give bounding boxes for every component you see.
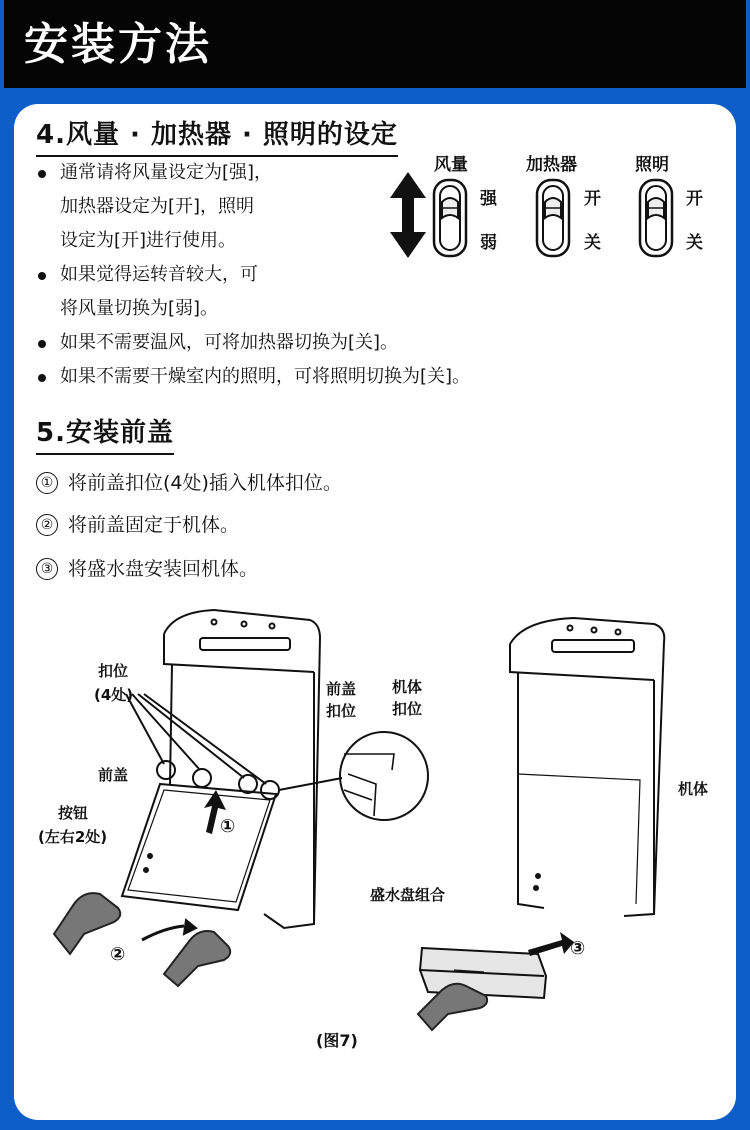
- bullet-line: 设定为[开]进行使用。: [60, 230, 237, 251]
- bullet-item: [36, 326, 596, 360]
- label-step2: ②: [110, 944, 126, 965]
- bullet-line: 如果觉得运转音较大，可: [60, 264, 258, 285]
- instruction-panel: [14, 104, 736, 1120]
- bullet-line: 通常请将风量设定为[强]，: [60, 162, 273, 183]
- light-switch-icon: [638, 178, 674, 258]
- label-body-clip-1: 机体: [392, 678, 423, 696]
- bullet-line: 如果不需要干燥室内的照明，可将照明切换为[关]。: [60, 366, 471, 387]
- label-step1: ①: [220, 816, 236, 837]
- label-body-clip-2: 扣位: [392, 700, 423, 718]
- label-body: 机体: [678, 780, 709, 798]
- step-number: ②: [36, 514, 58, 536]
- step-item: [36, 468, 342, 495]
- section4-title: 4.风量 · 加热器 · 照明的设定: [36, 114, 398, 157]
- step-number: ③: [36, 558, 58, 580]
- airflow-high-label: 强: [480, 189, 497, 209]
- step-number: ①: [36, 472, 58, 494]
- label-cover-clip-2: 扣位: [326, 702, 357, 720]
- page-header: [4, 0, 746, 88]
- switch-label-airflow: 风量: [434, 155, 468, 175]
- up-down-arrow-icon: [386, 170, 430, 260]
- section5-title: 5.安装前盖: [36, 412, 174, 455]
- label-button-count: (左右2处): [38, 828, 108, 846]
- label-cover-clip-1: 前盖: [326, 680, 357, 698]
- label-clip: 扣位: [98, 662, 129, 680]
- bullet-line: 如果不需要温风，可将加热器切换为[关]。: [60, 332, 399, 353]
- label-step3: ③: [570, 938, 586, 959]
- bullet-item: [36, 156, 596, 258]
- label-front-cover: 前盖: [98, 766, 129, 784]
- step-text: 将盛水盘安装回机体。: [68, 558, 259, 580]
- heater-switch-icon: [535, 178, 571, 258]
- bullet-line: 将风量切换为[弱]。: [60, 298, 219, 319]
- light-on-label: 开: [686, 189, 703, 209]
- figure-caption: (图7): [316, 1031, 358, 1050]
- light-off-label: 关: [686, 233, 703, 253]
- step-text: 将前盖固定于机体。: [68, 514, 240, 536]
- airflow-low-label: 弱: [480, 233, 497, 253]
- step-item: [36, 510, 239, 537]
- heater-on-label: 开: [584, 189, 601, 209]
- switch-label-light: 照明: [635, 155, 669, 175]
- bullet-item: [36, 360, 596, 394]
- section4-bullets: [36, 156, 596, 394]
- switch-label-heater: 加热器: [526, 155, 577, 175]
- step-text: 将前盖扣位(4处)插入机体扣位。: [68, 472, 342, 494]
- airflow-switch-icon: [432, 178, 468, 258]
- bullet-item: [36, 258, 596, 326]
- label-tray: 盛水盘组合: [370, 886, 446, 904]
- label-button: 按钮: [58, 804, 89, 822]
- page-title: 安装方法: [24, 19, 212, 70]
- heater-off-label: 关: [584, 233, 601, 253]
- bullet-line: 加热器设定为[开]，照明: [60, 196, 255, 217]
- label-clip-count: (4处): [94, 686, 134, 704]
- step-item: [36, 554, 258, 581]
